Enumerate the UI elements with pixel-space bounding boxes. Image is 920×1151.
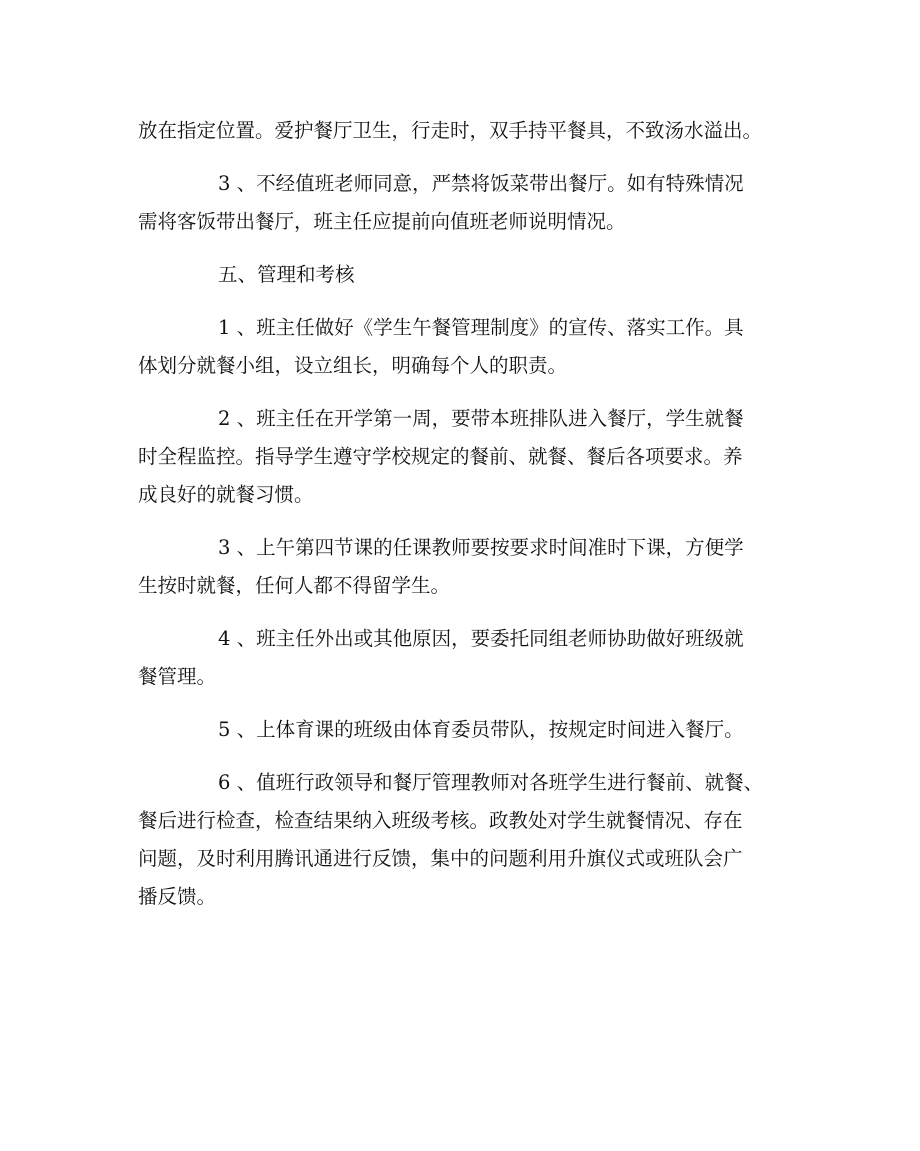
text-line: 时全程监控。指导学生遵守学校规定的餐前、就餐、餐后各项要求。养 xyxy=(138,445,743,468)
paragraph-item-1 xyxy=(138,309,796,385)
text-line: 餐管理。 xyxy=(138,665,217,688)
paragraph-item-3-takeout xyxy=(138,165,796,241)
text-line: 需将客饭带出餐厅，班主任应提前向值班老师说明情况。 xyxy=(138,210,626,233)
paragraph-item-3 xyxy=(138,529,796,605)
text-line: 问题，及时利用腾讯通进行反馈，集中的问题利用升旗仪式或班队会广 xyxy=(138,847,743,870)
text-line: 餐后进行检查，检查结果纳入班级考核。政教处对学生就餐情况、存在 xyxy=(138,809,743,832)
text-line: 成良好的就餐习惯。 xyxy=(138,483,314,506)
text-line: 3 、上午第四节课的任课教师要按要求时间准时下课，方便学 xyxy=(218,536,744,559)
text-line: 6 、值班行政领导和餐厅管理教师对各班学生进行餐前、就餐、 xyxy=(218,771,764,794)
paragraph-item-5 xyxy=(138,711,796,749)
text-line: 放在指定位置。爱护餐厅卫生，行走时，双手持平餐具，不致汤水溢出。 xyxy=(138,119,763,142)
paragraph-item-2 xyxy=(138,400,796,514)
document-body xyxy=(138,112,796,931)
paragraph-continuation xyxy=(138,112,796,150)
text-line: 1 、班主任做好《学生午餐管理制度》的宣传、落实工作。具 xyxy=(218,316,744,339)
text-line: 五、管理和考核 xyxy=(218,263,355,286)
text-line: 4 、班主任外出或其他原因，要委托同组老师协助做好班级就 xyxy=(218,627,744,650)
section-heading-management xyxy=(138,256,796,294)
paragraph-item-6 xyxy=(138,764,796,916)
text-line: 2 、班主任在开学第一周，要带本班排队进入餐厅，学生就餐 xyxy=(218,407,744,430)
text-line: 生按时就餐，任何人都不得留学生。 xyxy=(138,574,451,597)
text-line: 体划分就餐小组，设立组长，明确每个人的职责。 xyxy=(138,354,568,377)
text-line: 5 、上体育课的班级由体育委员带队，按规定时间进入餐厅。 xyxy=(218,718,744,741)
text-line: 3 、不经值班老师同意，严禁将饭菜带出餐厅。如有特殊情况 xyxy=(218,172,744,195)
text-line: 播反馈。 xyxy=(138,885,217,908)
paragraph-item-4 xyxy=(138,620,796,696)
